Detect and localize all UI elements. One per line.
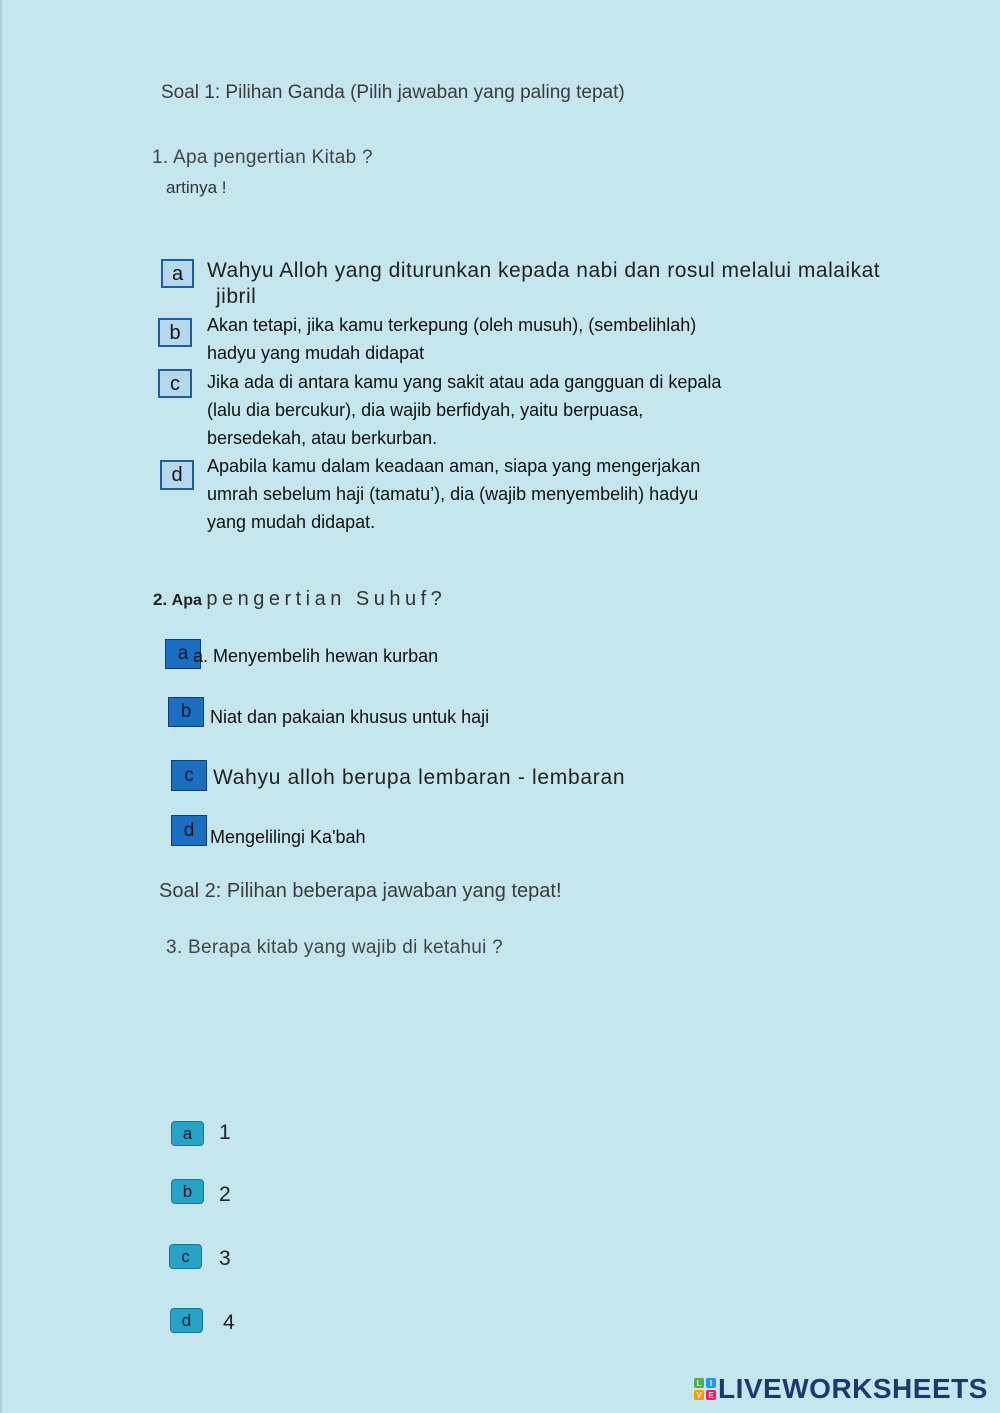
q1-option-d-line-2: umrah sebelum haji (tamatu’), dia (wajib menyembelih) hadyu	[207, 484, 699, 504]
question-1	[152, 147, 373, 169]
question-1-number: 1.	[152, 147, 169, 168]
q1-option-c-box[interactable]: c	[158, 369, 192, 398]
q3-option-b-box[interactable]: b	[171, 1179, 204, 1204]
logo-letter-i: I	[706, 1378, 716, 1388]
q3-option-d-box[interactable]: d	[170, 1308, 203, 1333]
q2-option-c-box[interactable]: c	[171, 760, 207, 791]
q1-option-a-text[interactable]	[207, 258, 880, 310]
q2-option-a-text[interactable]: a. Menyembelih hewan kurban	[193, 646, 439, 666]
section1-heading: Soal 1: Pilihan Ganda (Pilih jawaban yang paling tepat)	[161, 82, 625, 103]
q1-option-d-line-3: yang mudah didapat.	[207, 512, 376, 532]
page-edge	[0, 0, 2, 1413]
question-1-text: Apa pengertian Kitab ?	[172, 147, 373, 168]
q3-option-c-text[interactable]: 3	[219, 1247, 231, 1270]
q1-option-c-line-3: bersedekah, atau berkurban.	[207, 428, 438, 448]
q1-option-d-text[interactable]	[207, 452, 700, 536]
q3-option-a-text[interactable]: 1	[219, 1121, 231, 1144]
q2-option-b-text[interactable]: Niat dan pakaian khusus untuk haji	[210, 707, 490, 727]
q1-option-b-line-1: Akan tetapi, jika kamu terkepung (oleh musuh), (sembelihlah)	[207, 315, 697, 335]
q1-option-b-box[interactable]: b	[158, 318, 192, 347]
q3-option-d-text[interactable]: 4	[223, 1311, 235, 1334]
question-2	[153, 588, 446, 611]
logo-letter-v: V	[694, 1390, 704, 1400]
question-3-number: 3.	[166, 937, 183, 958]
q3-option-a-box[interactable]: a	[171, 1121, 204, 1146]
q1-option-d-box[interactable]: d	[160, 460, 194, 490]
q3-option-b-text[interactable]: 2	[219, 1183, 231, 1206]
logo-letter-e: E	[706, 1390, 716, 1400]
q1-option-d-line-1: Apabila kamu dalam keadaan aman, siapa yang mengerjakan	[207, 456, 701, 476]
question-3	[166, 937, 503, 959]
q3-option-c-box[interactable]: c	[169, 1244, 202, 1269]
q1-option-a-box[interactable]: a	[161, 259, 194, 288]
q2-option-d-text[interactable]: Mengelilingi Ka'bah	[210, 827, 366, 847]
q1-option-a-line-1: Wahyu Alloh yang diturunkan kepada nabi dan rosul melalui malaikat	[207, 259, 881, 282]
q1-option-b-line-2: hadyu yang mudah didapat	[207, 343, 425, 363]
question-1-subtext: artinya !	[166, 178, 227, 197]
liveworksheets-logo[interactable]	[694, 1373, 988, 1405]
q2-option-c-text[interactable]: Wahyu alloh berupa lembaran - lembaran	[213, 766, 626, 789]
question-3-text: Berapa kitab yang wajib di ketahui ?	[188, 937, 504, 958]
q1-option-c-line-2: (lalu dia bercukur), dia wajib berfidyah, yaitu berpuasa,	[207, 400, 644, 420]
logo-icon	[694, 1378, 716, 1400]
question-2-number: 2.	[153, 590, 168, 609]
logo-letter-l: L	[694, 1378, 704, 1388]
q1-option-a-line-2: jibril	[216, 285, 257, 308]
q2-option-a-box[interactable]: a	[165, 639, 201, 669]
section2-heading: Soal 2: Pilihan beberapa jawaban yang tepat!	[159, 880, 562, 902]
q1-option-c-text[interactable]	[207, 368, 721, 452]
question-2-prefix: Apa	[171, 592, 202, 609]
q1-option-b-text[interactable]	[207, 311, 696, 367]
q1-option-c-line-1: Jika ada di antara kamu yang sakit atau ada gangguan di kepala	[207, 372, 722, 392]
question-2-text: pengertian Suhuf?	[206, 588, 447, 610]
logo-text: LIVEWORKSHEETS	[718, 1373, 988, 1404]
q2-option-d-box[interactable]: d	[171, 815, 207, 846]
q2-option-b-box[interactable]: b	[168, 697, 204, 727]
